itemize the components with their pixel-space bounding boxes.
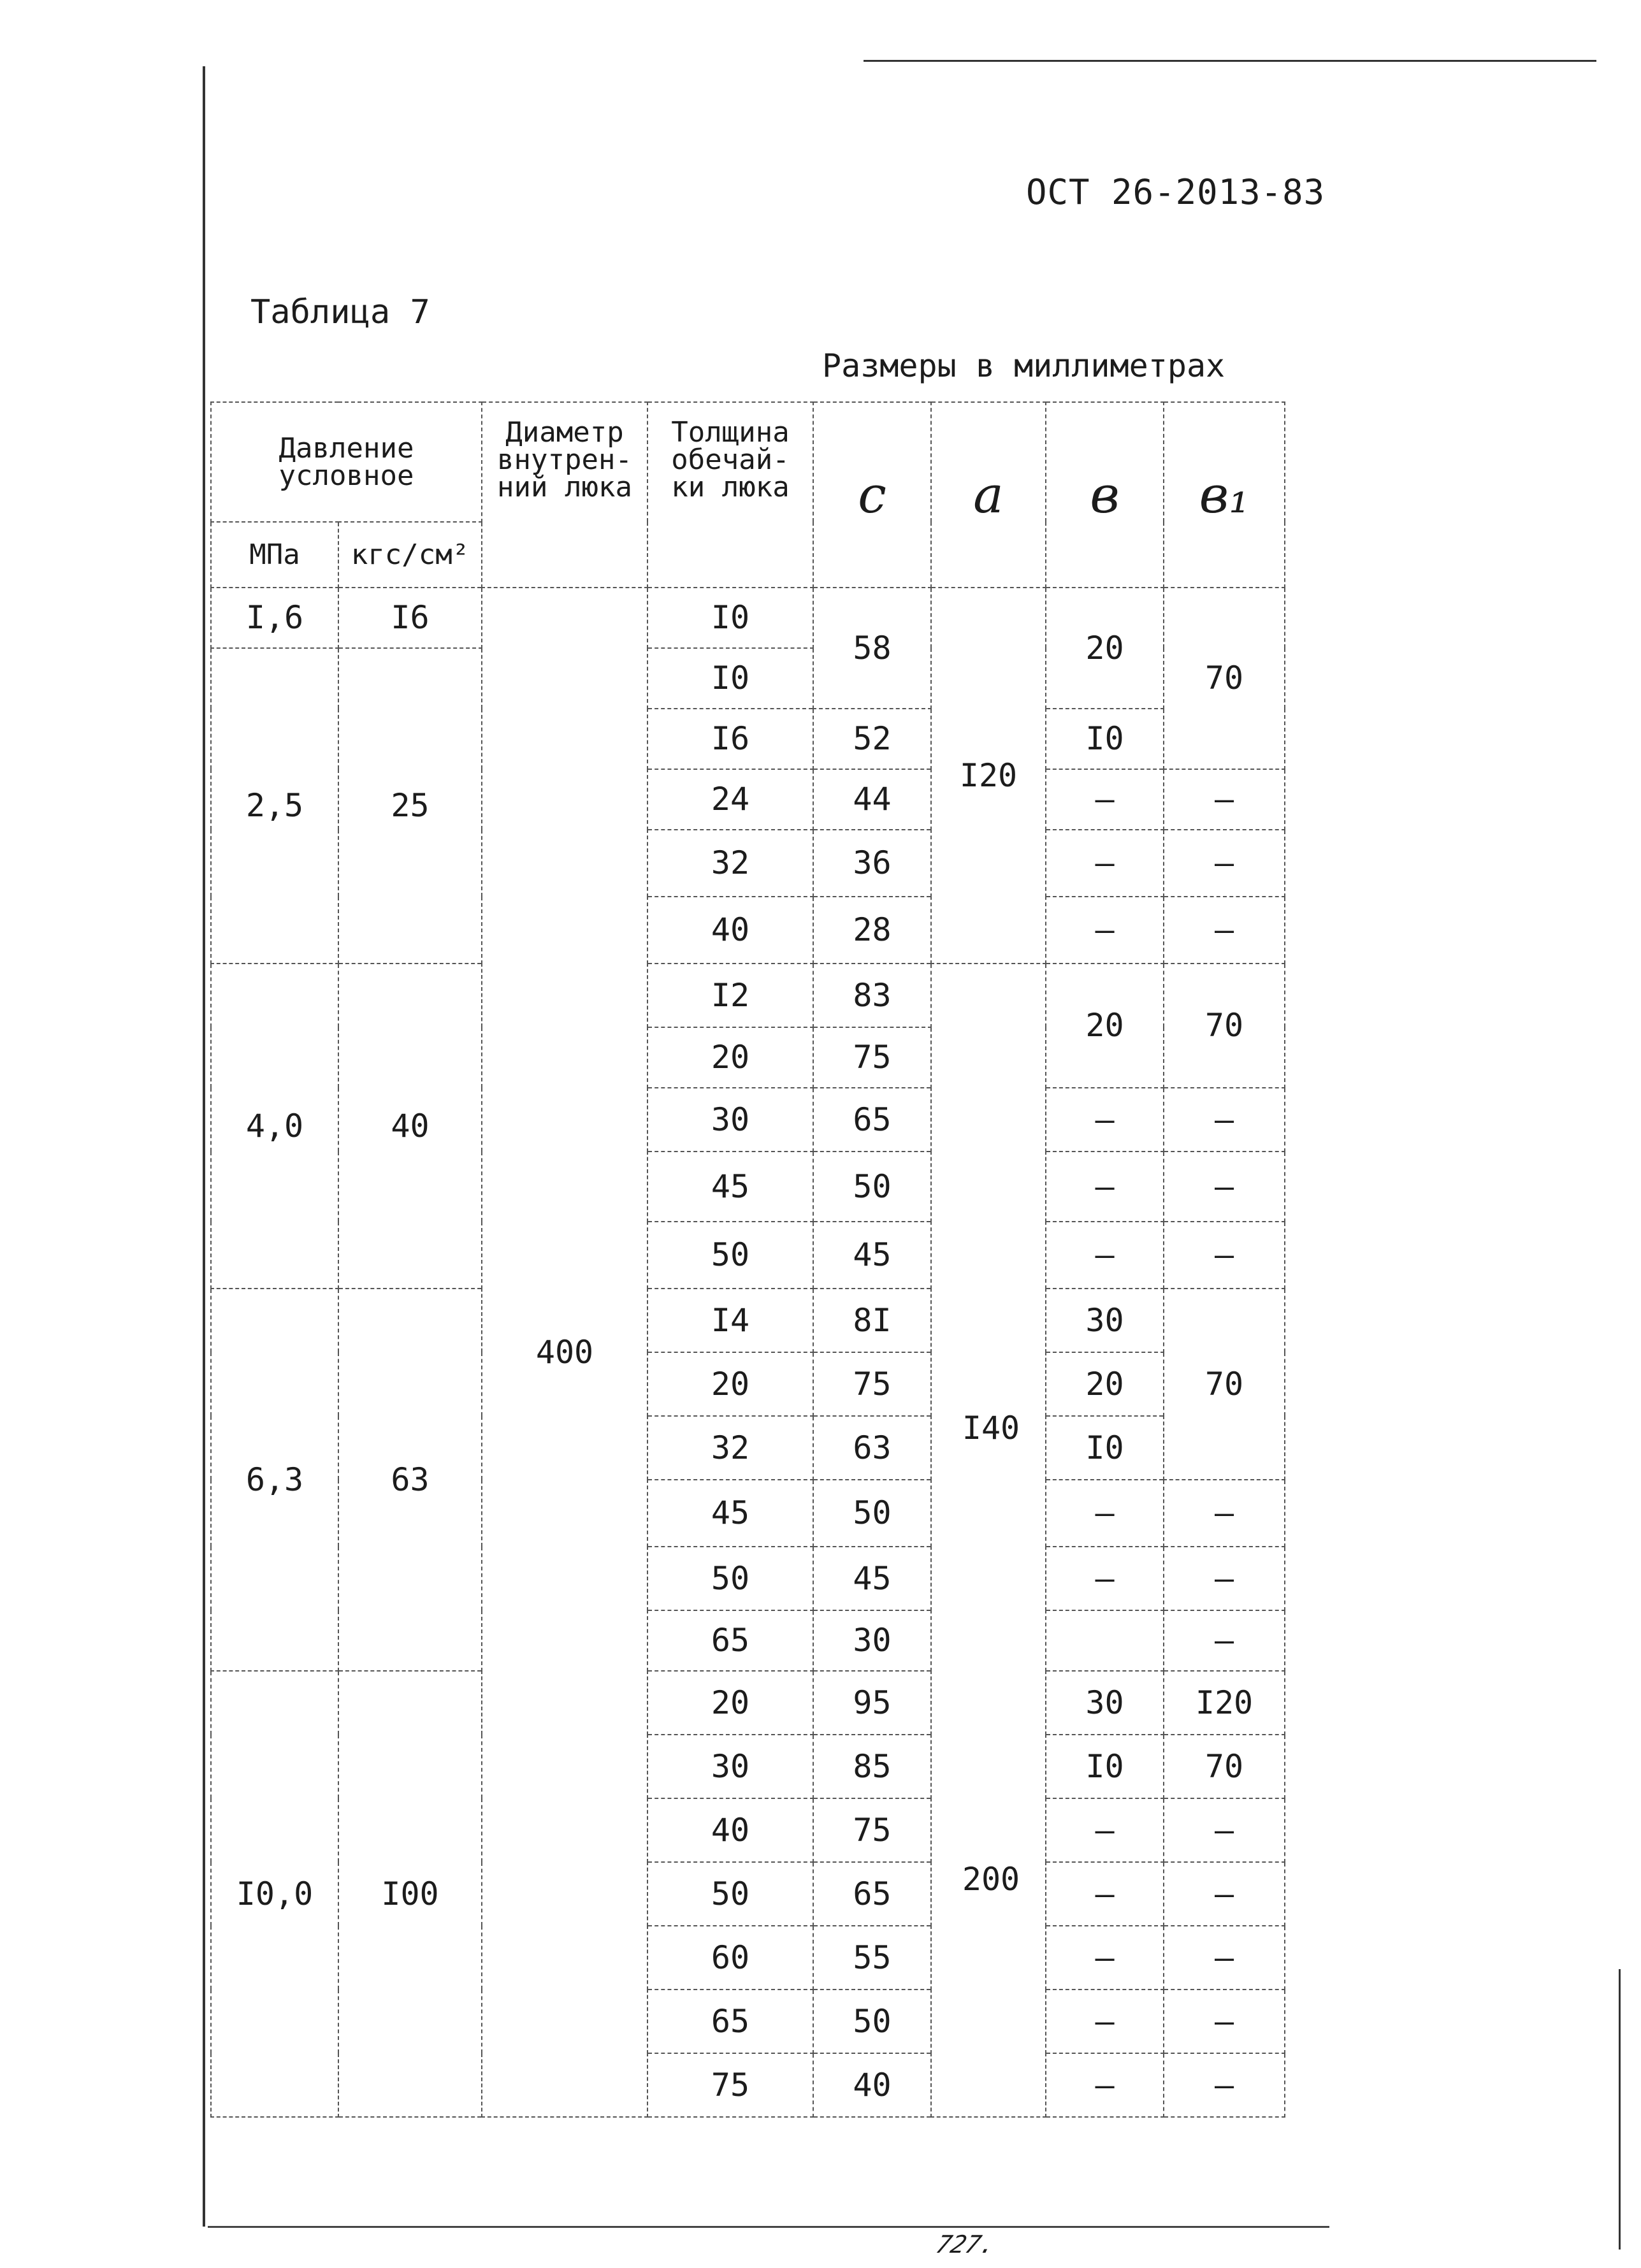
b-value: – (1046, 2053, 1164, 2117)
b1-value: – (1164, 1990, 1285, 2053)
header-shell-thickness: Толщина обечай- ки люка (647, 402, 813, 588)
c-value: 58 (813, 588, 931, 709)
c-value: 75 (813, 1027, 931, 1088)
c-value: 44 (813, 769, 931, 830)
c-value: 55 (813, 1926, 931, 1990)
c-value: 50 (813, 1152, 931, 1222)
thickness-value: 40 (647, 1798, 813, 1862)
b-value: – (1046, 1480, 1164, 1547)
thickness-value: 20 (647, 1671, 813, 1735)
pressure-mpa: 6,3 (211, 1289, 338, 1671)
b-value: 20 (1046, 588, 1164, 709)
b1-value: I20 (1164, 1671, 1285, 1735)
c-value: 75 (813, 1798, 931, 1862)
thickness-value: 30 (647, 1735, 813, 1798)
a-value: I20 (931, 588, 1046, 964)
thickness-value: 20 (647, 1027, 813, 1088)
b1-value: – (1164, 830, 1285, 897)
thickness-value: 50 (647, 1222, 813, 1289)
a-value (931, 964, 1046, 2117)
b-value: – (1046, 830, 1164, 897)
bottom-rule (208, 2226, 1329, 2228)
b1-value: 70 (1164, 1735, 1285, 1798)
header-c: с (813, 402, 931, 588)
thickness-value: 65 (647, 1990, 813, 2053)
b-value: 30 (1046, 1289, 1164, 1352)
pressure-mpa: I0,0 (211, 1671, 338, 2117)
c-value: 95 (813, 1671, 931, 1735)
pressure-mpa: I,6 (211, 588, 338, 648)
thickness-value: 32 (647, 1416, 813, 1480)
b-value: – (1046, 1862, 1164, 1926)
pressure-kgf: 40 (338, 964, 482, 1289)
b-value: – (1046, 897, 1164, 964)
a-value-200: 200 (962, 1861, 1020, 1898)
thickness-value: 50 (647, 1547, 813, 1610)
right-edge-rule (1619, 1969, 1621, 2250)
c-value: 85 (813, 1735, 931, 1798)
dimensions-table (210, 401, 1285, 2118)
thickness-value: 75 (647, 2053, 813, 2117)
b1-value: 70 (1164, 964, 1285, 1088)
header-pressure: Давление условное (211, 402, 482, 522)
b-value (1046, 1610, 1164, 1671)
inner-diameter-value: 400 (482, 588, 647, 2117)
header-b1: в₁ (1164, 402, 1285, 588)
b1-value: 70 (1164, 588, 1285, 769)
b-value: – (1046, 1222, 1164, 1289)
c-value: 65 (813, 1862, 931, 1926)
pressure-mpa: 2,5 (211, 648, 338, 964)
b-value: I0 (1046, 1735, 1164, 1798)
b1-value: – (1164, 897, 1285, 964)
pressure-kgf: 63 (338, 1289, 482, 1671)
thickness-value: 65 (647, 1610, 813, 1671)
b1-value: – (1164, 1862, 1285, 1926)
thickness-value: I4 (647, 1289, 813, 1352)
b1-value: 70 (1164, 1289, 1285, 1480)
thickness-value: 60 (647, 1926, 813, 1990)
thickness-value: I0 (647, 588, 813, 648)
thickness-value: I2 (647, 964, 813, 1027)
c-value: 36 (813, 830, 931, 897)
b1-value: – (1164, 1926, 1285, 1990)
b-value: 20 (1046, 964, 1164, 1088)
b-value: – (1046, 769, 1164, 830)
top-rule (864, 60, 1596, 62)
left-margin-rule (203, 66, 205, 2227)
thickness-value: 50 (647, 1862, 813, 1926)
thickness-value: 45 (647, 1152, 813, 1222)
c-value: 63 (813, 1416, 931, 1480)
pressure-kgf: I00 (338, 1671, 482, 2117)
thickness-value: 30 (647, 1088, 813, 1152)
units-note: Размеры в миллиметрах (822, 347, 1225, 384)
b1-value: – (1164, 1547, 1285, 1610)
b-value: 30 (1046, 1671, 1164, 1735)
thickness-value: 20 (647, 1352, 813, 1416)
b-value: – (1046, 1798, 1164, 1862)
header-a: a (931, 402, 1046, 588)
thickness-value: 32 (647, 830, 813, 897)
table-caption: Таблица 7 (250, 293, 430, 331)
b1-value: – (1164, 1152, 1285, 1222)
header-kgf: кгс/см² (338, 522, 482, 588)
pressure-kgf: 25 (338, 648, 482, 964)
header-mpa: МПа (211, 522, 338, 588)
c-value: 65 (813, 1088, 931, 1152)
thickness-value: 45 (647, 1480, 813, 1547)
b-value: I0 (1046, 1416, 1164, 1480)
b1-value: – (1164, 769, 1285, 830)
c-value: 28 (813, 897, 931, 964)
pressure-kgf: I6 (338, 588, 482, 648)
c-value: 75 (813, 1352, 931, 1416)
document-code: ОСТ 26-2013-83 (1026, 172, 1326, 212)
page-mark: 727. (933, 2230, 999, 2258)
c-value: 50 (813, 1990, 931, 2053)
b-value: – (1046, 1152, 1164, 1222)
thickness-value: 24 (647, 769, 813, 830)
b-value: – (1046, 1088, 1164, 1152)
b1-value: – (1164, 1798, 1285, 1862)
c-value: 83 (813, 964, 931, 1027)
b-value: 20 (1046, 1352, 1164, 1416)
b-value: I0 (1046, 709, 1164, 769)
thickness-value: I0 (647, 648, 813, 709)
b1-value: – (1164, 2053, 1285, 2117)
b-value: – (1046, 1926, 1164, 1990)
thickness-value: 40 (647, 897, 813, 964)
header-b: в (1046, 402, 1164, 588)
b1-value: – (1164, 1610, 1285, 1671)
a-value-i40: I40 (962, 1410, 1020, 1447)
b-value: – (1046, 1990, 1164, 2053)
c-value: 45 (813, 1547, 931, 1610)
c-value: 52 (813, 709, 931, 769)
b1-value: – (1164, 1480, 1285, 1547)
b1-value: – (1164, 1088, 1285, 1152)
b-value: – (1046, 1547, 1164, 1610)
c-value: 40 (813, 2053, 931, 2117)
c-value: 50 (813, 1480, 931, 1547)
header-inner-diameter: Диаметр внутрен- ний люка (482, 402, 647, 588)
thickness-value: I6 (647, 709, 813, 769)
c-value: 8I (813, 1289, 931, 1352)
b1-value: – (1164, 1222, 1285, 1289)
c-value: 45 (813, 1222, 931, 1289)
c-value: 30 (813, 1610, 931, 1671)
pressure-mpa: 4,0 (211, 964, 338, 1289)
